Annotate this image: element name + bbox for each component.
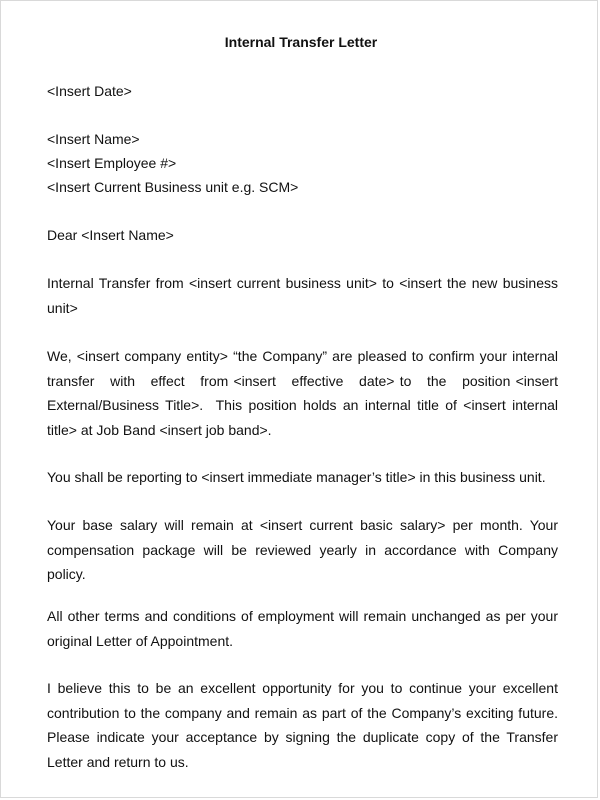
paragraph-line: title> at Job Band <insert job band>. <box>47 421 272 438</box>
salary-paragraph <box>47 513 558 587</box>
subject-line: Internal Transfer from <insert current business unit> to <insert the new business <box>47 275 558 291</box>
paragraph-line: contribution to the company and remain as part of the Company’s exciting future. <box>47 704 558 721</box>
paragraph-line: Please indicate your acceptance by signing the duplicate copy of the Transfer <box>47 729 558 745</box>
subject-paragraph <box>47 271 558 320</box>
paragraph-line: You shall be reporting to <insert immediate manager’s title> in this business unit. <box>47 469 546 485</box>
paragraph-line: original Letter of Appointment. <box>47 632 234 649</box>
paragraph-line: Your base salary will remain at <insert current basic salary> per month. Your <box>47 517 558 533</box>
recipient-employee-number: <Insert Employee #> <box>47 155 177 171</box>
paragraph-line: External/Business Title>. This position holds an internal title of <insert internal <box>47 397 558 413</box>
terms-paragraph <box>47 604 558 653</box>
date-placeholder: <Insert Date> <box>47 83 132 99</box>
recipient-name: <Insert Name> <box>47 131 140 147</box>
paragraph-line: I believe this to be an excellent opportunity for you to continue your excellent <box>47 680 558 696</box>
closing-paragraph <box>47 676 558 774</box>
paragraph-line: We, <insert company entity> “the Company” are pleased to confirm your internal <box>47 348 558 364</box>
letter-title: Internal Transfer Letter <box>224 34 378 50</box>
salutation: Dear <Insert Name> <box>47 227 174 243</box>
paragraph-line: policy. <box>47 566 86 582</box>
paragraph-line: compensation package will be reviewed yearly in accordance with Company <box>47 541 558 558</box>
paragraph-line: All other terms and conditions of employment will remain unchanged as per your <box>47 608 558 624</box>
paragraph-line: transfer with effect from <insert effective date> to the position <insert <box>47 372 558 389</box>
recipient-business-unit: <Insert Current Business unit e.g. SCM> <box>47 179 299 195</box>
subject-line: unit> <box>47 299 78 316</box>
confirmation-paragraph <box>47 344 558 442</box>
paragraph-line: Letter and return to us. <box>47 753 189 770</box>
reporting-paragraph <box>47 465 558 490</box>
